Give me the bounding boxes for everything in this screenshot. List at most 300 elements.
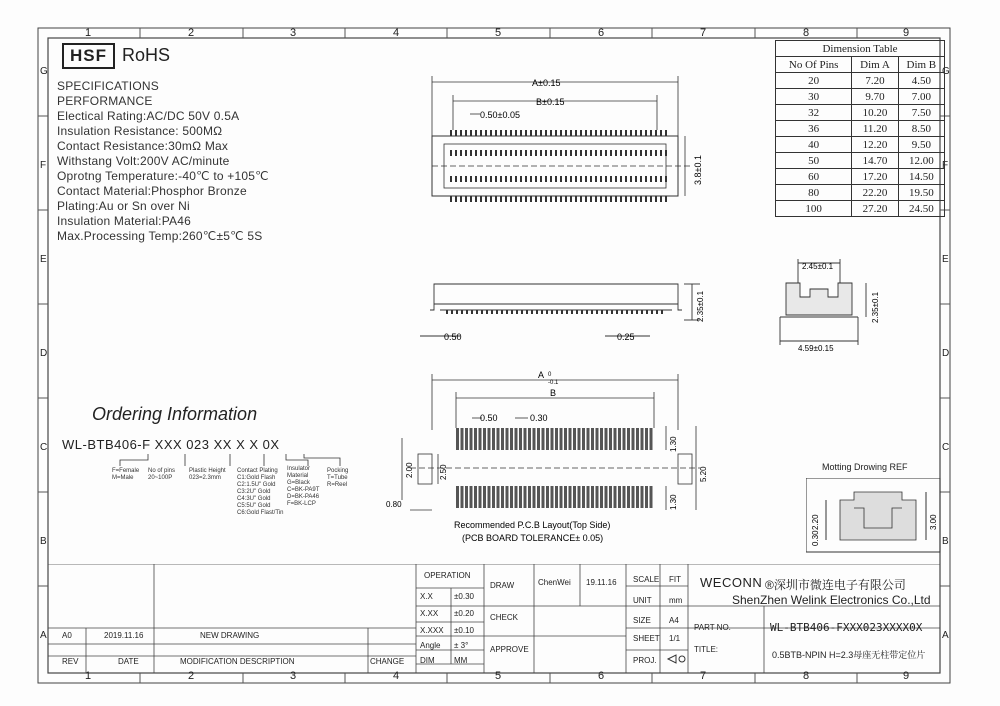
pin xyxy=(596,310,598,314)
pad xyxy=(533,486,536,508)
contact xyxy=(600,176,602,182)
unit-value: mm xyxy=(669,596,683,605)
pad xyxy=(483,486,486,508)
contact xyxy=(490,150,492,156)
pin xyxy=(550,196,552,202)
pin xyxy=(470,130,472,136)
pad xyxy=(614,428,617,450)
pin xyxy=(590,130,592,136)
contact xyxy=(485,176,487,182)
part-no-value: WL-BTB406-FXXX023XXXX0X xyxy=(770,621,923,634)
contact xyxy=(475,150,477,156)
col-label-2-bottom: 2 xyxy=(188,670,195,682)
contact xyxy=(560,150,562,156)
note-insulator-text: Insulator Material G=Black C=BK-PA9T D=BK-PA46 F=BK-LCP xyxy=(287,466,320,507)
spec-withstand-volt: Withstang Volt:200V AC/minute xyxy=(57,154,230,168)
contact xyxy=(460,176,462,182)
pad xyxy=(519,428,522,450)
table-cell: 10.20 xyxy=(852,105,898,121)
pad xyxy=(573,486,576,508)
contact xyxy=(540,150,542,156)
pad xyxy=(555,428,558,450)
contact xyxy=(530,150,532,156)
drawer-name: ChenWei xyxy=(538,578,571,587)
contact xyxy=(630,176,632,182)
scale-label: SCALE xyxy=(633,575,660,584)
pad xyxy=(497,428,500,450)
row-label-f-left: F xyxy=(40,160,47,171)
table-cell: 32 xyxy=(776,105,852,121)
pin xyxy=(526,310,528,314)
pad xyxy=(528,428,531,450)
pcb-dim-b: B xyxy=(550,388,557,398)
pad xyxy=(510,428,513,450)
contact xyxy=(535,176,537,182)
pad xyxy=(470,486,473,508)
col-label-1-bottom: 1 xyxy=(85,670,92,682)
spec-contact-material: Contact Material:Phosphor Bronze xyxy=(57,184,247,198)
rohs-logo: RoHS xyxy=(122,45,171,65)
contact xyxy=(490,176,492,182)
draw-label: DRAW xyxy=(490,581,515,590)
row-label-c-right: C xyxy=(942,442,950,453)
contact xyxy=(580,176,582,182)
contact xyxy=(640,150,642,156)
pad xyxy=(560,428,563,450)
pin xyxy=(640,130,642,136)
row-label-e-left: E xyxy=(40,254,47,265)
ordering-code: WL-BTB406-F XXX 023 XX X X 0X xyxy=(62,437,280,452)
pin xyxy=(566,310,568,314)
pad xyxy=(645,428,648,450)
rev-header: REV xyxy=(62,657,79,666)
pad xyxy=(609,486,612,508)
tol-angle-label: Angle xyxy=(420,641,441,650)
pad xyxy=(515,486,518,508)
pin xyxy=(471,310,473,314)
pad xyxy=(492,428,495,450)
contact xyxy=(495,176,497,182)
contact xyxy=(630,150,632,156)
pad xyxy=(479,428,482,450)
pin xyxy=(570,130,572,136)
contact xyxy=(625,150,627,156)
pin xyxy=(595,196,597,202)
pin xyxy=(631,310,633,314)
spec-plating: Plating:Au or Sn over Ni xyxy=(57,199,190,213)
col-label-1-top: 1 xyxy=(85,27,92,39)
pin xyxy=(580,130,582,136)
pad xyxy=(578,486,581,508)
pin xyxy=(450,196,452,202)
pad xyxy=(573,428,576,450)
contact xyxy=(555,176,557,182)
pad xyxy=(461,486,464,508)
pad xyxy=(578,428,581,450)
projection-icon xyxy=(666,654,688,664)
spec-insulation-material: Insulation Material:PA46 xyxy=(57,214,191,228)
pin xyxy=(476,310,478,314)
pin xyxy=(546,310,548,314)
change-header: CHANGE xyxy=(370,657,405,666)
contact xyxy=(660,150,662,156)
table-cell: 7.50 xyxy=(898,105,944,121)
pin xyxy=(601,310,603,314)
contact xyxy=(645,150,647,156)
mating-h3: 3.00 xyxy=(929,514,938,530)
pin xyxy=(635,130,637,136)
col-label-5-top: 5 xyxy=(495,27,502,39)
rev-date-value: 2019.11.16 xyxy=(104,631,144,640)
pcb-dim-a: A xyxy=(538,370,545,380)
note-height xyxy=(189,468,226,482)
contact xyxy=(620,176,622,182)
contact xyxy=(540,176,542,182)
pin xyxy=(451,310,453,314)
pin xyxy=(585,196,587,202)
note-gender xyxy=(112,468,139,482)
tol-xx-value: ±0.30 xyxy=(454,592,474,601)
pad xyxy=(537,428,540,450)
pin xyxy=(495,196,497,202)
contact xyxy=(605,176,607,182)
pcb-left-w: 0.80 xyxy=(386,500,402,509)
pad xyxy=(582,486,585,508)
pin xyxy=(561,310,563,314)
row-label-f-right: F xyxy=(942,160,949,171)
pcb-pad-len: 1.30 xyxy=(669,436,678,452)
dimension-table-title: Dimension Table xyxy=(776,41,945,57)
pad xyxy=(569,428,572,450)
pin xyxy=(636,310,638,314)
note-gender-text: F=Female M=Male xyxy=(112,468,140,481)
pin xyxy=(645,196,647,202)
contact xyxy=(610,176,612,182)
pad xyxy=(618,486,621,508)
pad xyxy=(650,428,653,450)
table-cell: 7.20 xyxy=(852,73,898,89)
pad xyxy=(605,486,608,508)
pin xyxy=(576,310,578,314)
contact xyxy=(645,176,647,182)
pad xyxy=(461,428,464,450)
pin xyxy=(611,310,613,314)
row-label-g-right: G xyxy=(942,66,950,77)
pcb-left-h: 2.00 xyxy=(405,462,414,478)
table-cell: 14.50 xyxy=(898,169,944,185)
pad xyxy=(560,486,563,508)
pin xyxy=(510,130,512,136)
title-label: TITLE: xyxy=(694,645,719,654)
pin xyxy=(640,196,642,202)
check-label: CHECK xyxy=(490,613,519,622)
pin xyxy=(625,196,627,202)
pin xyxy=(496,310,498,314)
pad xyxy=(627,486,630,508)
col-label-5-bottom: 5 xyxy=(495,670,502,682)
pad xyxy=(456,486,459,508)
pcb-tolerance: (PCB BOARD TOLERANCE± 0.05) xyxy=(462,533,604,543)
pin xyxy=(541,310,543,314)
contact xyxy=(605,150,607,156)
date-header: DATE xyxy=(118,657,139,666)
pin xyxy=(495,130,497,136)
col-label-9-top: 9 xyxy=(903,27,910,39)
contact xyxy=(655,150,657,156)
row-label-a-right: A xyxy=(942,630,949,641)
pin xyxy=(505,196,507,202)
pad xyxy=(479,486,482,508)
pin xyxy=(600,196,602,202)
row-label-d-left: D xyxy=(40,348,48,359)
contact xyxy=(640,176,642,182)
pin xyxy=(490,130,492,136)
contact xyxy=(470,176,472,182)
contact xyxy=(485,150,487,156)
pad xyxy=(474,428,477,450)
pad xyxy=(641,486,644,508)
pin xyxy=(500,196,502,202)
pin xyxy=(565,130,567,136)
pad xyxy=(497,486,500,508)
contact xyxy=(580,150,582,156)
pin xyxy=(595,130,597,136)
pin xyxy=(665,130,667,136)
pad xyxy=(591,428,594,450)
dimension-table-header: No Of Pins xyxy=(776,57,852,73)
spec-heading: SPECIFICATIONS xyxy=(57,79,159,93)
note-plating xyxy=(237,468,283,517)
tol-xx-label: X.X xyxy=(420,592,433,601)
pin xyxy=(545,196,547,202)
pin xyxy=(500,130,502,136)
table-cell: 12.20 xyxy=(852,137,898,153)
pcb-dim-a-tol: 0 xyxy=(548,372,552,378)
contact xyxy=(525,176,527,182)
dimension-table xyxy=(775,40,945,217)
spec-contact-resistance: Contact Resistance:30mΩ Max xyxy=(57,139,229,153)
pad xyxy=(564,486,567,508)
mating-drawing xyxy=(806,478,942,558)
pcb-caption: Recommended P.C.B Layout(Top Side) xyxy=(454,520,611,530)
col-label-6-top: 6 xyxy=(598,27,605,39)
pad xyxy=(591,486,594,508)
pad xyxy=(641,428,644,450)
contact xyxy=(565,176,567,182)
scale-value: FIT xyxy=(669,575,681,584)
pad xyxy=(582,428,585,450)
note-packing-text: Pocking T=Tube R=Reel xyxy=(327,468,349,488)
pad xyxy=(524,486,527,508)
side-right-label: 0.25 xyxy=(617,332,635,342)
contact xyxy=(465,150,467,156)
title-value: 0.5BTB-NPIN H=2.3母座无柱带定位片 xyxy=(772,650,926,660)
contact xyxy=(590,176,592,182)
row-label-e-right: E xyxy=(942,254,949,265)
col-label-3-top: 3 xyxy=(290,27,297,39)
table-cell: 19.50 xyxy=(898,185,944,201)
col-label-9-bottom: 9 xyxy=(903,670,910,682)
pad xyxy=(506,428,509,450)
contact xyxy=(650,176,652,182)
pin xyxy=(475,196,477,202)
row-label-b-left: B xyxy=(40,536,47,547)
pad xyxy=(623,428,626,450)
contact xyxy=(570,150,572,156)
contact xyxy=(585,150,587,156)
contact xyxy=(465,176,467,182)
col-label-2-top: 2 xyxy=(188,27,195,39)
note-packing xyxy=(327,468,348,489)
pin xyxy=(605,130,607,136)
pin xyxy=(586,310,588,314)
pin xyxy=(470,196,472,202)
pin xyxy=(565,196,567,202)
pin xyxy=(480,196,482,202)
end-view-drawing xyxy=(770,255,890,355)
table-cell: 11.20 xyxy=(852,121,898,137)
contact xyxy=(575,176,577,182)
pad xyxy=(600,486,603,508)
pad xyxy=(564,428,567,450)
hsf-logo: HSF xyxy=(62,43,115,69)
contact xyxy=(655,176,657,182)
contact xyxy=(615,176,617,182)
pad xyxy=(596,486,599,508)
pad xyxy=(555,486,558,508)
contact xyxy=(625,176,627,182)
pin xyxy=(656,310,658,314)
pad xyxy=(618,428,621,450)
dimension-table-header: Dim B xyxy=(898,57,944,73)
contact xyxy=(450,150,452,156)
pcb-mid: 2.50 xyxy=(439,464,448,480)
pin xyxy=(475,130,477,136)
pin xyxy=(465,196,467,202)
pin xyxy=(536,310,538,314)
pin xyxy=(540,130,542,136)
pin xyxy=(460,130,462,136)
contact xyxy=(585,176,587,182)
contact xyxy=(550,150,552,156)
pad xyxy=(636,428,639,450)
contact xyxy=(595,150,597,156)
pin xyxy=(660,196,662,202)
pin xyxy=(555,130,557,136)
contact xyxy=(460,150,462,156)
table-cell: 80 xyxy=(776,185,852,201)
pin xyxy=(521,310,523,314)
pcb-layout-drawing xyxy=(380,370,720,550)
approve-label: APPROVE xyxy=(490,645,529,654)
pad xyxy=(627,428,630,450)
note-pins-text: No of pins 20~100P xyxy=(148,468,176,481)
contact xyxy=(455,176,457,182)
contact xyxy=(470,150,472,156)
col-label-7-top: 7 xyxy=(700,27,707,39)
note-plating-text: Contact Plating C1:Gold Flash C2:1.5U" Gold C3:2U" Gold C4:3U" Gold C5:5U" Gold C6:Gold Flast/Tin xyxy=(237,468,284,516)
sheet-label: SHEET xyxy=(633,634,660,643)
note-insulator xyxy=(287,466,319,508)
table-cell: 8.50 xyxy=(898,121,944,137)
pin xyxy=(610,196,612,202)
tol-xxxx-label: X.XXX xyxy=(420,626,444,635)
pin xyxy=(501,310,503,314)
pin xyxy=(600,130,602,136)
pad xyxy=(510,486,513,508)
contact xyxy=(650,150,652,156)
side-left-label: 0.50 xyxy=(444,332,462,342)
pad xyxy=(609,428,612,450)
part-no-label: PART NO. xyxy=(694,623,731,632)
pad xyxy=(614,486,617,508)
pad xyxy=(569,486,572,508)
tol-xxx-value: ±0.20 xyxy=(454,609,474,618)
table-cell: 9.70 xyxy=(852,89,898,105)
pin xyxy=(511,310,513,314)
pin xyxy=(455,196,457,202)
pin xyxy=(641,310,643,314)
pin xyxy=(585,130,587,136)
pin xyxy=(575,130,577,136)
table-cell: 9.50 xyxy=(898,137,944,153)
height-label: 3.8±0.1 xyxy=(693,155,703,185)
spec-rating: Electical Rating:AC/DC 50V 0.5A xyxy=(57,109,240,123)
pin xyxy=(525,196,527,202)
pin xyxy=(626,310,628,314)
contact xyxy=(665,176,667,182)
col-label-6-bottom: 6 xyxy=(598,670,605,682)
sheet-value: 1/1 xyxy=(669,634,681,643)
size-label: SIZE xyxy=(633,616,651,625)
rev-value: A0 xyxy=(62,631,72,640)
pin xyxy=(520,130,522,136)
row-label-a-left: A xyxy=(40,630,47,641)
pin xyxy=(535,130,537,136)
contact xyxy=(500,176,502,182)
pad xyxy=(533,428,536,450)
pad xyxy=(600,428,603,450)
pin xyxy=(545,130,547,136)
contact xyxy=(480,176,482,182)
top-view-drawing xyxy=(420,70,720,220)
draw-date: 19.11.16 xyxy=(586,578,617,587)
table-cell: 7.00 xyxy=(898,89,944,105)
col-label-4-top: 4 xyxy=(393,27,400,39)
pin xyxy=(630,130,632,136)
pcb-pitch: 0.50 xyxy=(480,413,498,423)
company-full-name: ShenZhen Welink Electronics Co.,Ltd xyxy=(732,593,931,607)
contact xyxy=(570,176,572,182)
spec-temperature: Oprotng Temperature:-40℃ to +105℃ xyxy=(57,169,269,183)
pin xyxy=(535,196,537,202)
contact xyxy=(575,150,577,156)
contact xyxy=(565,150,567,156)
table-cell: 17.20 xyxy=(852,169,898,185)
pad xyxy=(542,486,545,508)
spec-processing-temp: Max.Processing Temp:260℃±5℃ 5S xyxy=(57,229,263,243)
ordering-title: Ordering Information xyxy=(92,404,258,424)
contact xyxy=(635,150,637,156)
contact xyxy=(520,150,522,156)
row-label-c-left: C xyxy=(40,442,48,453)
table-cell: 27.20 xyxy=(852,201,898,217)
pin xyxy=(621,310,623,314)
pad xyxy=(524,428,527,450)
table-cell: 60 xyxy=(776,169,852,185)
tol-angle-value: ± 3° xyxy=(454,641,469,650)
contact xyxy=(520,176,522,182)
